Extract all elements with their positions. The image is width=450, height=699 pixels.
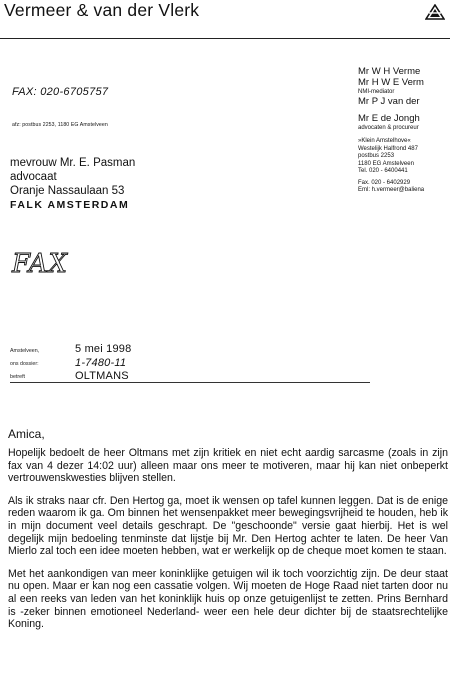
office-postbox: postbus 2253 [358,153,395,159]
recipient-title: advocaat [10,171,57,183]
office-name: »Klein Amstelhove« [358,138,411,144]
office-phone: Tel. 020 - 6400441 [358,168,408,174]
fax-number: FAX: 020-6705757 [12,86,109,98]
office-street: Westelijk Halfrond 487 [358,145,418,152]
letterhead-divider [0,38,450,39]
letter-body [8,447,448,641]
paragraph: Met het aankondigen van meer koninklijke getuigen wil ik toch voorzichtig zijn. De deur staat nu open. Maar er kan nog een cassatie volgen. Wij moeten de Hoge Raad niet tarten door nu al een reeks van leden van het koninklijk huis op onze getuigenlijst te zetten. Prins Bernhard is -zeker binnen emotioneel Nederland- weer een hele deur dichter bij de staatsrechtelijke Koning. [8,567,448,631]
partners-column [358,66,450,195]
letter-date: 5 mei 1998 [75,343,132,355]
place-label: Amstelveen, [10,348,40,354]
partner-1: Mr W H Verme [358,66,421,77]
recipient-address [10,156,135,212]
recipient-name: mevrouw Mr. E. Pasman [10,157,136,169]
office-email: Eml: h.vermeer@baliena [358,187,425,193]
firm-name: Vermeer & van der Vlerk [4,0,200,20]
partner-4-sub: advocaten & procureur [358,125,419,131]
paragraph: Als ik straks naar cfr. Den Hertog ga, moet ik wensen op tafel kunnen leggen. Dat is de enige reden waarom ik ga. Om binnen het wensenpakket meer bewegingsvrijheid te houden, heb ik in mijn document veel details geschrapt. De "geschoonde" versie gaat hierbij. Het is wel degelijk mijn bedoeling tenminste dat lijstje bij Mr. Den Hertog achter te laten. De heer Van Mierlo zal toch een idee moeten hebben, wat er werkelijk op de cheque moet komen te staan. [8,494,448,558]
salutation: Amica, [8,427,45,441]
subject-label: betreft [10,374,26,380]
firm-logo-icon [425,4,445,20]
fax-logo-text: FAX [12,249,69,279]
recipient-street: Oranje Nassaulaan 53 [10,185,125,197]
fax-logo [10,249,100,279]
sender-address: afz: postbus 2253, 1180 EG Amstelveen [12,122,108,128]
dossier-number: 1-7480-11 [75,357,127,369]
office-city: 1180 EG Amstelveen [358,160,414,167]
paragraph: Hopelijk bedoelt de heer Oltmans met zijn kritiek en niet echt aardig sarcasme (zoals in zijn fax van 4 dezer 14:02 uur) alleen maar ons meer te motiveren, maar hij kan niet onbeperkt vertrouwenskwesties blijven stellen. [8,447,448,485]
partner-2: Mr H W E Verm [358,77,424,88]
subject-value: OLTMANS [75,370,129,382]
partner-4: Mr E de Jongh [358,113,420,124]
partner-3: Mr P J van der [358,96,420,107]
dossier-label: ons dossier: [10,361,39,367]
meta-divider [10,382,370,383]
recipient-city: FALK AMSTERDAM [10,199,130,211]
office-fax: Fax. 020 - 6402929 [358,179,411,186]
partner-2-sub: NMI-mediator [358,89,395,95]
